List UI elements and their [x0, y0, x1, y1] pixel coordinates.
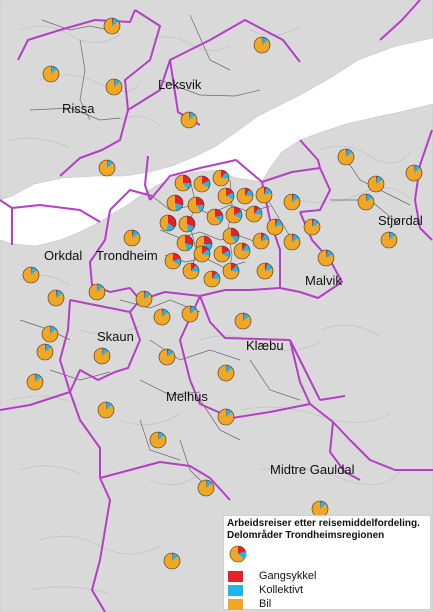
pie-symbol[interactable]: [223, 228, 239, 244]
label-leksvik[interactable]: Leksvik: [158, 77, 202, 92]
pie-symbol[interactable]: [188, 197, 204, 213]
label-rissa[interactable]: Rissa: [62, 101, 95, 116]
pie-symbol[interactable]: [175, 175, 191, 191]
cyan-swatch: [228, 585, 243, 596]
label-stjordal[interactable]: Stjørdal: [378, 213, 423, 228]
pie-symbol[interactable]: [213, 170, 229, 186]
pie-symbol[interactable]: [89, 284, 105, 300]
pie-symbol[interactable]: [207, 209, 223, 225]
label-malvik[interactable]: Malvik: [305, 273, 342, 288]
pie-symbol[interactable]: [37, 344, 53, 360]
pie-symbol[interactable]: [358, 194, 374, 210]
pie-symbol[interactable]: [150, 432, 166, 448]
legend: [223, 515, 431, 610]
pie-symbol[interactable]: [160, 215, 176, 231]
pie-symbol[interactable]: [179, 216, 195, 232]
pie-symbol[interactable]: [165, 253, 181, 269]
pie-symbol[interactable]: [267, 219, 283, 235]
pie-symbol[interactable]: [194, 176, 210, 192]
pie-symbol[interactable]: [284, 194, 300, 210]
pie-symbol[interactable]: [154, 309, 170, 325]
pie-symbol[interactable]: [23, 267, 39, 283]
pie-symbol[interactable]: [254, 37, 270, 53]
pie-symbol[interactable]: [226, 207, 242, 223]
pie-symbol[interactable]: [98, 402, 114, 418]
pie-symbol[interactable]: [42, 326, 58, 342]
pie-symbol[interactable]: [104, 18, 120, 34]
pie-symbol[interactable]: [257, 263, 273, 279]
pie-symbol[interactable]: [177, 235, 193, 251]
pie-symbol[interactable]: [194, 246, 210, 262]
pie-symbol[interactable]: [106, 79, 122, 95]
pie-symbol[interactable]: [94, 348, 110, 364]
label-trondheim[interactable]: Trondheim: [96, 248, 158, 263]
label-klaebu[interactable]: Klæbu: [246, 338, 284, 353]
pie-symbol[interactable]: [368, 176, 384, 192]
pie-symbol[interactable]: [182, 306, 198, 322]
pie-symbol[interactable]: [237, 188, 253, 204]
pie-symbol[interactable]: [204, 271, 220, 287]
pie-symbol[interactable]: [136, 291, 152, 307]
pie-symbol[interactable]: [253, 233, 269, 249]
pie-symbol[interactable]: [381, 232, 397, 248]
legend-title: Arbeidsreiser etter reisemiddelfordeling.: [227, 518, 420, 529]
label-skaun[interactable]: Skaun: [97, 329, 134, 344]
pie-symbol[interactable]: [183, 263, 199, 279]
pie-symbol[interactable]: [27, 374, 43, 390]
legend-label: Bil: [259, 598, 272, 610]
pie-symbol[interactable]: [214, 246, 230, 262]
pie-symbol[interactable]: [167, 195, 183, 211]
pie-symbol[interactable]: [234, 243, 250, 259]
pie-symbol[interactable]: [284, 234, 300, 250]
label-melhus[interactable]: Melhus: [166, 389, 208, 404]
pie-symbol[interactable]: [99, 160, 115, 176]
label-midtre-gauldal[interactable]: Midtre Gauldal: [270, 462, 355, 477]
pie-symbol[interactable]: [164, 553, 180, 569]
pie-symbol[interactable]: [318, 250, 334, 266]
pie-symbol[interactable]: [246, 206, 262, 222]
pie-symbol[interactable]: [218, 188, 234, 204]
pie-symbol[interactable]: [223, 263, 239, 279]
pie-symbol[interactable]: [198, 480, 214, 496]
legend-pie-icon: [228, 544, 248, 564]
pie-symbol[interactable]: [124, 230, 140, 246]
pie-symbol[interactable]: [338, 149, 354, 165]
red-swatch: [228, 571, 243, 582]
orange-swatch: [228, 599, 243, 610]
pie-symbol[interactable]: [256, 187, 272, 203]
pie-symbol[interactable]: [304, 219, 320, 235]
pie-symbol[interactable]: [218, 365, 234, 381]
pie-symbol[interactable]: [218, 409, 234, 425]
legend-subtitle: Delområder Trondheimsregionen: [227, 530, 385, 541]
pie-symbol[interactable]: [181, 112, 197, 128]
pie-symbol[interactable]: [43, 66, 59, 82]
legend-label: Gangsykkel: [259, 570, 317, 582]
pie-symbol[interactable]: [406, 165, 422, 181]
legend-label: Kollektivt: [259, 584, 304, 596]
pie-symbol[interactable]: [48, 290, 64, 306]
pie-symbol[interactable]: [159, 349, 175, 365]
label-orkdal[interactable]: Orkdal: [44, 248, 83, 263]
pie-symbol[interactable]: [235, 313, 251, 329]
